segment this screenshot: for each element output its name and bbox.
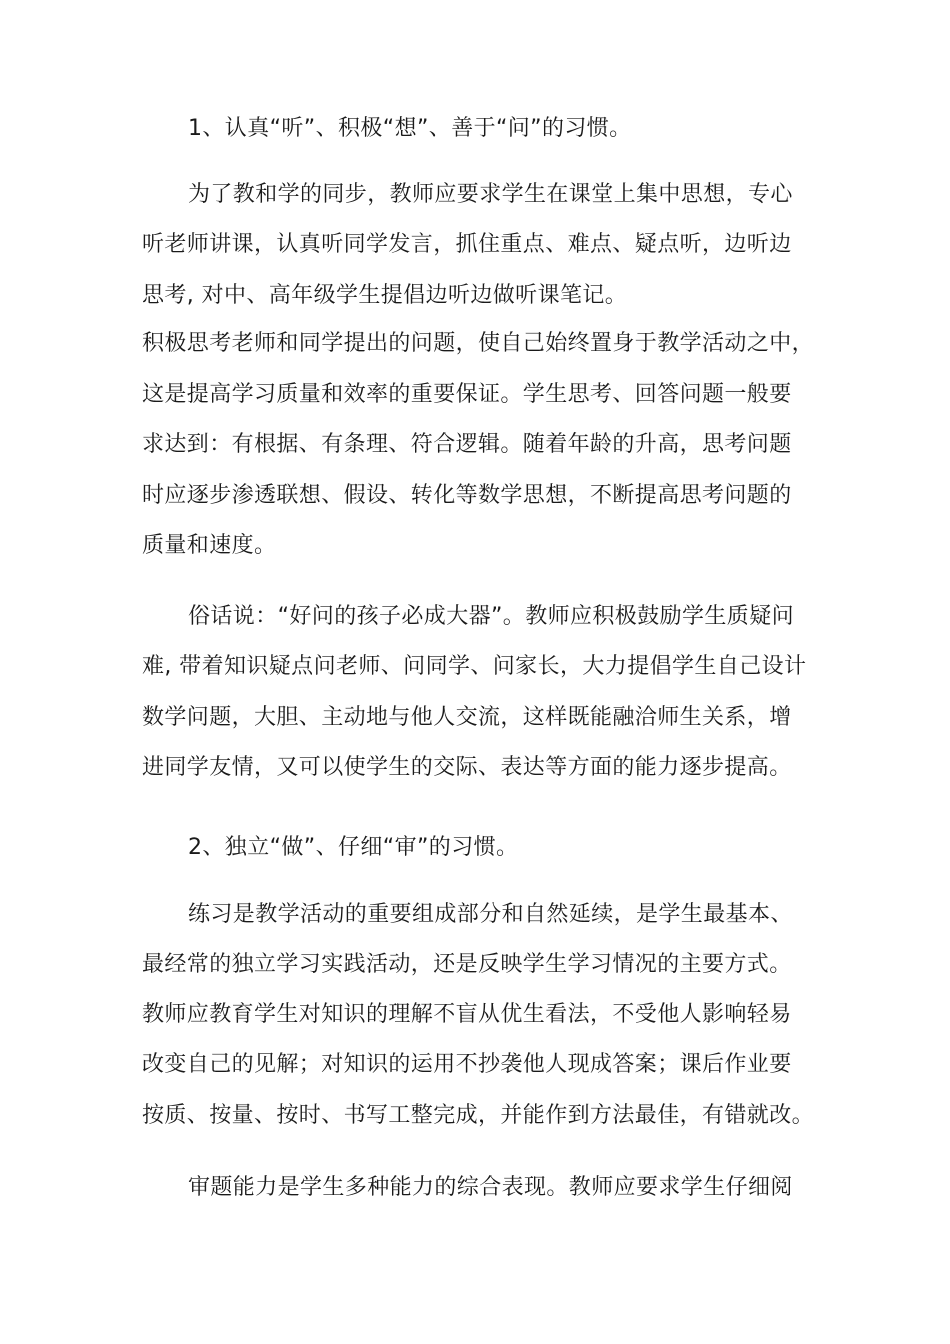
paragraph-2-line-4: 时应逐步渗透联想、假设、转化等数学思想，不断提高思考问题的 [142,483,792,508]
paragraph-3-line-2: 难, 带着知识疑点问老师、问同学、问家长，大力提倡学生自己设计 [142,654,807,679]
heading-2: 2、独立“做”、仔细“审”的习惯。 [188,835,519,860]
paragraph-2-line-3: 求达到：有根据、有条理、符合逻辑。随着年龄的升高，思考问题 [142,432,792,457]
paragraph-4-line-5: 按质、按量、按时、书写工整完成，并能作到方法最佳，有错就改。 [142,1103,815,1128]
paragraph-2-line-1: 积极思考老师和同学提出的问题，使自己始终置身于教学活动之中， [142,331,815,356]
paragraph-4-line-1: 练习是教学活动的重要组成部分和自然延续，是学生最基本、 [188,902,793,927]
paragraph-1-line-1: 为了教和学的同步，教师应要求学生在课堂上集中思想，专心 [188,182,793,207]
paragraph-2-line-5: 质量和速度。 [142,533,277,558]
paragraph-3-line-3: 数学问题，大胆、主动地与他人交流，这样既能融洽师生关系，增 [142,705,792,730]
paragraph-5-line-1: 审题能力是学生多种能力的综合表现。教师应要求学生仔细阅 [188,1175,793,1200]
paragraph-1-line-3: 思考, 对中、高年级学生提倡边听边做听课笔记。 [142,283,628,308]
paragraph-4-line-2: 最经常的独立学习实践活动，还是反映学生学习情况的主要方式。 [142,952,792,977]
paragraph-4-line-4: 改变自己的见解；对知识的运用不抄袭他人现成答案；课后作业要 [142,1052,792,1077]
paragraph-3-line-4: 进同学友情，又可以使学生的交际、表达等方面的能力逐步提高。 [142,755,792,780]
paragraph-2-line-2: 这是提高学习质量和效率的重要保证。学生思考、回答问题一般要 [142,382,792,407]
paragraph-1-line-2: 听老师讲课，认真听同学发言，抓住重点、难点、疑点听，边听边 [142,232,792,257]
paragraph-4-line-3: 教师应教育学生对知识的理解不盲从优生看法，不受他人影响轻易 [142,1002,792,1027]
paragraph-3-line-1: 俗话说：“好问的孩子必成大器”。教师应积极鼓励学生质疑问 [188,604,794,629]
heading-1: 1、认真“听”、积极“想”、善于“问”的习惯。 [188,116,632,141]
